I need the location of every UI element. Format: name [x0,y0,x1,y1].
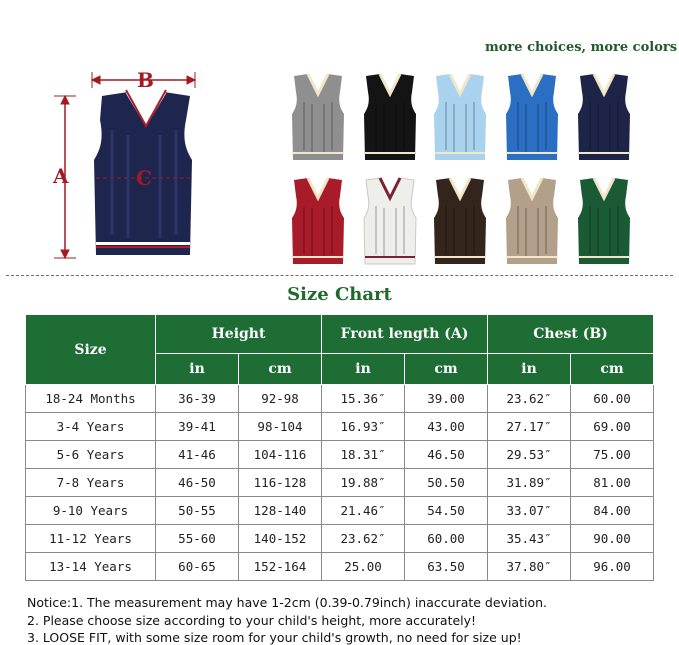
value-cell: 35.43″ [488,525,571,553]
value-cell: 31.89″ [488,469,571,497]
value-cell: 98-104 [239,413,322,441]
value-cell: 152-164 [239,553,322,581]
table-row [26,497,654,525]
value-cell: 41-46 [156,441,239,469]
size-rows [26,385,654,581]
vest-color-swatch [430,72,490,164]
value-cell: 92-98 [239,385,322,413]
header-chest: Chest (B) [488,315,654,354]
vest-color-swatch [574,176,634,268]
vest-color-swatch [288,176,348,268]
size-cell: 3-4 Years [26,413,156,441]
value-cell: 50-55 [156,497,239,525]
value-cell: 39.00 [405,385,488,413]
size-chart-table [25,314,654,581]
size-cell: 7-8 Years [26,469,156,497]
table-row [26,469,654,497]
value-cell: 84.00 [571,497,654,525]
value-cell: 54.50 [405,497,488,525]
value-cell: 46-50 [156,469,239,497]
header-front-length: Front length (A) [322,315,488,354]
unit-header: in [156,354,239,385]
value-cell: 90.00 [571,525,654,553]
value-cell: 140-152 [239,525,322,553]
value-cell: 25.00 [322,553,405,581]
value-cell: 63.50 [405,553,488,581]
size-chart-title: Size Chart [287,284,392,305]
value-cell: 69.00 [571,413,654,441]
unit-header: cm [405,354,488,385]
value-cell: 43.00 [405,413,488,441]
vest-color-swatch [360,72,420,164]
vest-color-swatch [288,72,348,164]
value-cell: 21.46″ [322,497,405,525]
header-height: Height [156,315,322,354]
unit-header: cm [571,354,654,385]
value-cell: 18.31″ [322,441,405,469]
value-cell: 36-39 [156,385,239,413]
value-cell: 116-128 [239,469,322,497]
notice-3: 3. LOOSE FIT, with some size room for your child's growth, no need for size up! [27,630,522,645]
value-cell: 37.80″ [488,553,571,581]
tagline: more choices, more colors [485,40,678,55]
header-size: Size [26,315,156,385]
table-row [26,413,654,441]
value-cell: 46.50 [405,441,488,469]
value-cell: 60.00 [571,385,654,413]
label-b: B [137,68,154,92]
vest-color-swatch [574,72,634,164]
label-a: A [53,164,69,188]
value-cell: 50.50 [405,469,488,497]
value-cell: 33.07″ [488,497,571,525]
value-cell: 39-41 [156,413,239,441]
value-cell: 55-60 [156,525,239,553]
size-cell: 13-14 Years [26,553,156,581]
label-c: C [136,166,152,190]
size-cell: 18-24 Months [26,385,156,413]
value-cell: 23.62″ [322,525,405,553]
value-cell: 81.00 [571,469,654,497]
table-row [26,385,654,413]
size-cell: 11-12 Years [26,525,156,553]
value-cell: 23.62″ [488,385,571,413]
table-row [26,553,654,581]
value-cell: 15.36″ [322,385,405,413]
value-cell: 75.00 [571,441,654,469]
value-cell: 29.53″ [488,441,571,469]
value-cell: 96.00 [571,553,654,581]
value-cell: 16.93″ [322,413,405,441]
value-cell: 19.88″ [322,469,405,497]
unit-header: in [488,354,571,385]
section-divider [6,275,673,276]
table-row [26,441,654,469]
unit-header: in [322,354,405,385]
size-cell: 5-6 Years [26,441,156,469]
vest-color-swatch [502,72,562,164]
unit-header: cm [239,354,322,385]
value-cell: 60.00 [405,525,488,553]
table-row [26,525,654,553]
notice-2: 2. Please choose size according to your child's height, more accurately! [27,613,477,628]
value-cell: 27.17″ [488,413,571,441]
vest-color-swatch [502,176,562,268]
vest-color-swatch [360,176,420,268]
notice-1: Notice:1. The measurement may have 1-2cm (0.39-0.79inch) inaccurate deviation. [27,595,547,610]
value-cell: 128-140 [239,497,322,525]
value-cell: 60-65 [156,553,239,581]
value-cell: 104-116 [239,441,322,469]
size-cell: 9-10 Years [26,497,156,525]
vest-color-swatch [430,176,490,268]
